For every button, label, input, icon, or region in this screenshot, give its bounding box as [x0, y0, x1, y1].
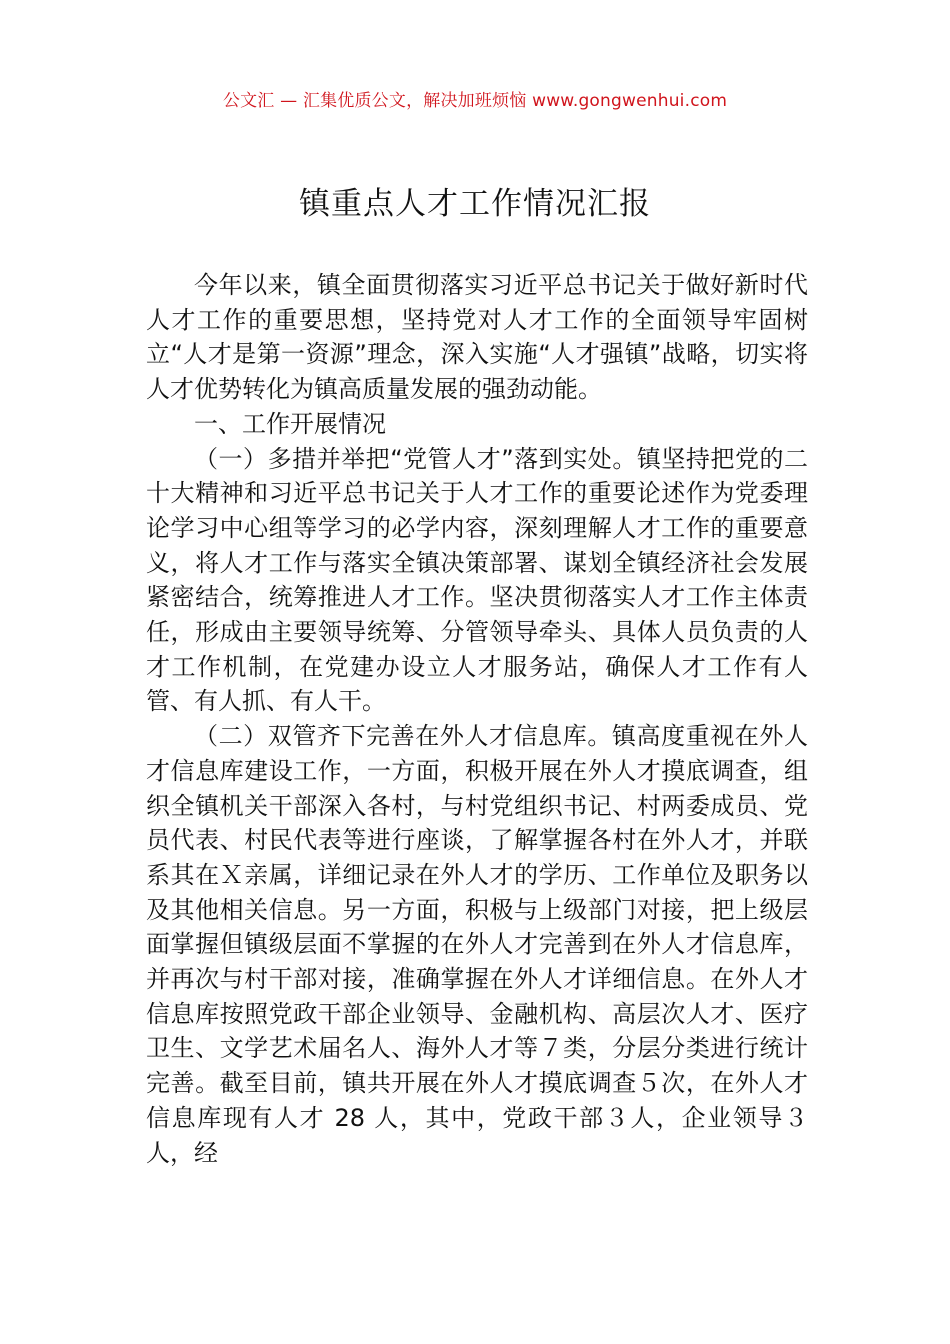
intro-paragraph: 今年以来，镇全面贯彻落实习近平总书记关于做好新时代人才工作的重要思想，坚持党对人才工作的全面领导牢固树立“人才是第一资源”理念，深入实施“人才强镇”战略，切实将人才优势转化为镇高质量发展的强劲动能。 — [146, 271, 808, 404]
body-paragraph: （一）多措并举把“党管人才”落到实处。镇坚持把党的二十大精神和习近平总书记关于人才工作的重要论述作为党委理论学习中心组等学习的必学内容，深刻理解人才工作的重要意义，将人才工作与落实全镇决策部署、谋划全镇经济社会发展紧密结合，统筹推进人才工作。坚决贯彻落实人才工作主体责任，形成由主要领导统筹、分管领导牵头、具体人员负责的人才工作机制，在党建办设立人才服务站，确保人才工作有人管、有人抓、有人干。 — [146, 444, 808, 716]
header-banner: 公文汇 — 汇集优质公文，解决加班烦恼 www.gongwenhui.com — [222, 91, 728, 111]
body-paragraph: （二）双管齐下完善在外人才信息库。镇高度重视在外人才信息库建设工作，一方面，积极开展在外人才摸底调查，组织全镇机关干部深入各村，与村党组织书记、村两委成员、党员代表、村民代表等进行座谈，了解掌握各村在外人才，并联系其在Ｘ亲属，详细记录在外人才的学历、工作单位及职务以及其他相关信息。另一方面，积极与上级部门对接，把上级层面掌握但镇级层面不掌握的在外人才完善到在外人才信息库，并再次与村干部对接，准确掌握在外人才详细信息。在外人才信息库按照党政干部企业领导、金融机构、高层次人才、医疗卫生、文学艺术届名人、海外人才等７类，分层分类进行统计完善。截至目前，镇共开展在外人才摸底调查５次，在外人才信息库现有人才 28 人，其中，党政干部３人，企业领导３人，经 — [146, 722, 808, 1167]
section-heading: 一、工作开展情况 — [194, 409, 386, 438]
document-body — [146, 268, 808, 1170]
document-title: 镇重点人才工作情况汇报 — [299, 186, 651, 222]
